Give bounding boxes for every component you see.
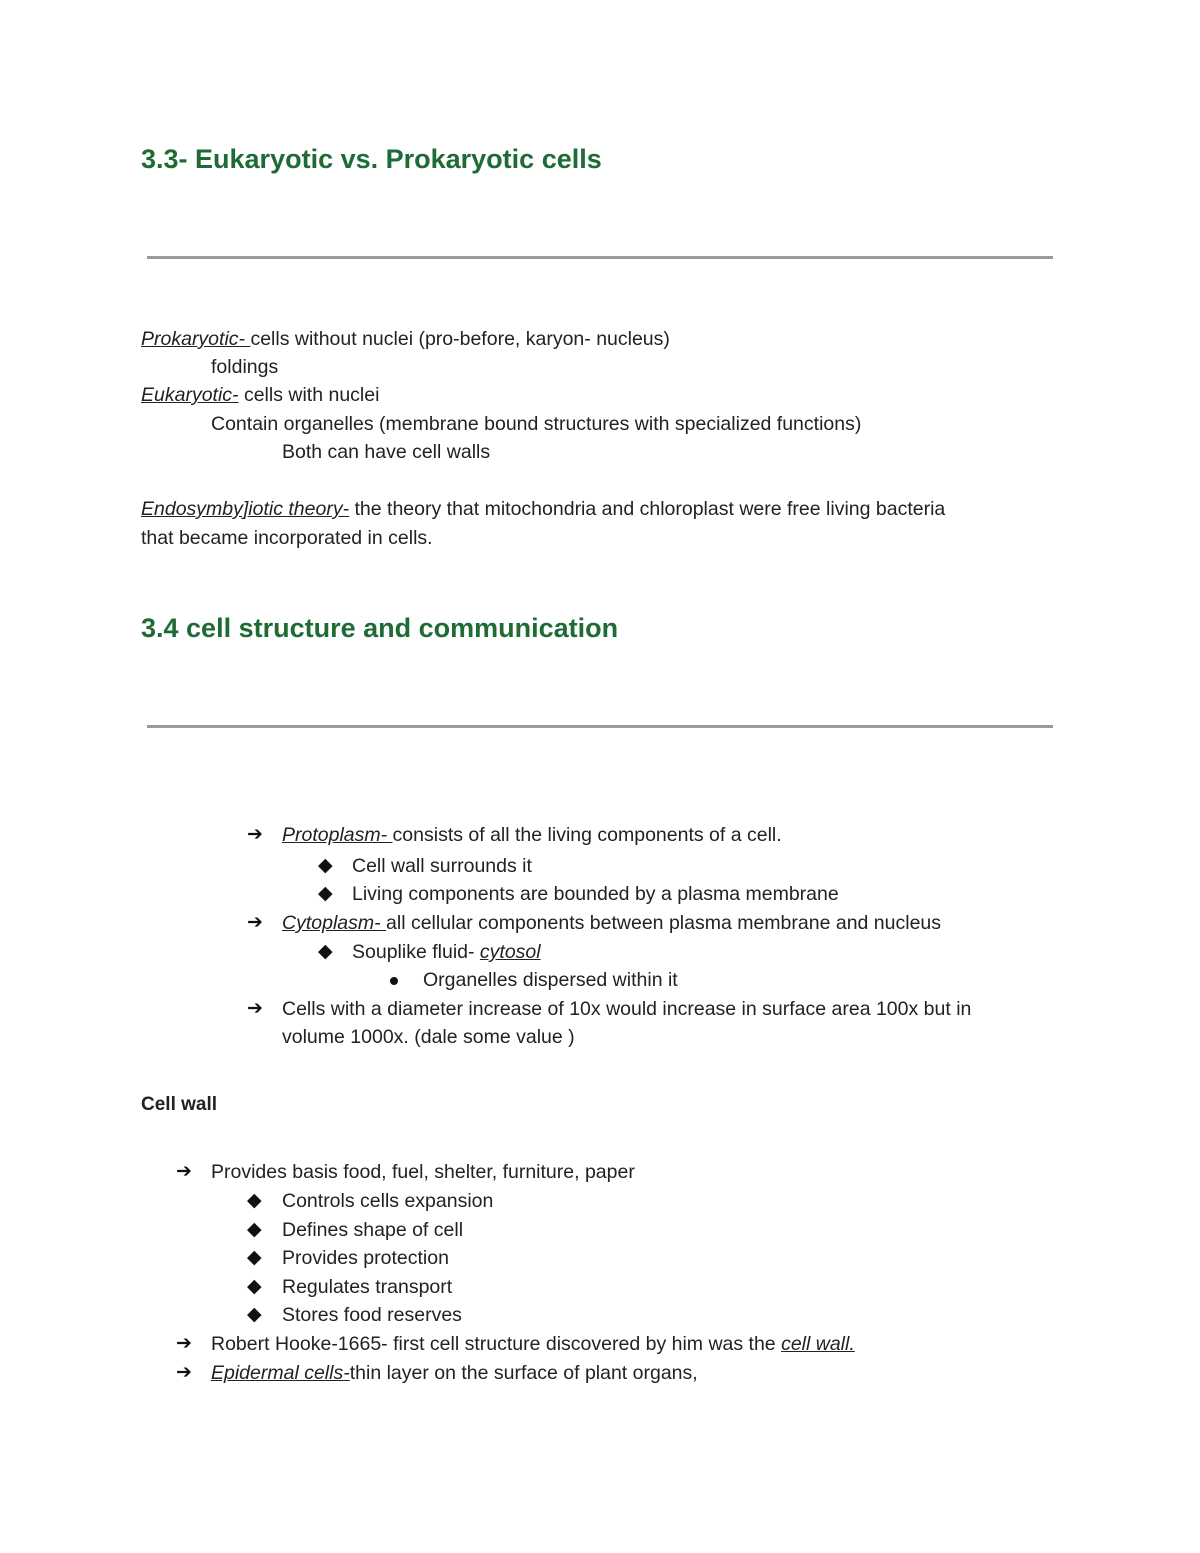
arrow-bullet-icon: ➔: [247, 912, 263, 933]
cell-walls-text: Both can have cell walls: [282, 441, 491, 463]
diameter-line-2: volume 1000x. (dale some value ): [282, 1026, 575, 1048]
endosymbiotic-term: Endosymby]iotic theory-: [141, 498, 350, 520]
endosymbiotic-line-1: [141, 495, 945, 523]
hooke-term: cell wall.: [781, 1333, 855, 1355]
protoplasm-term: Protoplasm-: [282, 824, 393, 846]
diameter-line-1: Cells with a diameter increase of 10x would increase in surface area 100x but in: [282, 998, 972, 1020]
organelles-dispersed-text: Organelles dispersed within it: [423, 969, 678, 991]
section-heading-3-4: 3.4 cell structure and communication: [141, 613, 619, 643]
cytoplasm-definition: all cellular components between plasma membrane and nucleus: [386, 912, 942, 934]
prokaryotic-definition: cells without nuclei (pro-before, karyon- nucleus): [250, 328, 670, 350]
cell-wall-sub-item: Defines shape of cell: [282, 1219, 464, 1241]
epidermal-term: Epidermal cells-: [211, 1362, 350, 1384]
eukaryotic-definition: cells with nuclei: [238, 384, 380, 406]
arrow-bullet-icon: ➔: [247, 824, 263, 845]
epidermal-line: [211, 1359, 698, 1387]
hooke-text: Robert Hooke-1665- first cell structure discovered by him was the: [211, 1333, 782, 1355]
cytosol-term: cytosol: [479, 941, 541, 963]
diamond-bullet-icon: ◆: [247, 1304, 262, 1325]
cell-wall-sub-item: Controls cells expansion: [282, 1190, 494, 1212]
endosymbiotic-line-2: that became incorporated in cells.: [141, 527, 433, 549]
cytosol-line: [352, 938, 541, 966]
prokaryotic-term: Prokaryotic-: [141, 328, 251, 350]
diamond-bullet-icon: ◆: [247, 1219, 262, 1240]
circle-bullet-icon: [390, 977, 398, 985]
cytoplasm-term: Cytoplasm-: [282, 912, 387, 934]
arrow-bullet-icon: ➔: [176, 1362, 192, 1383]
section-heading-3-3: 3.3- Eukaryotic vs. Prokaryotic cells: [141, 144, 602, 174]
provides-text: Provides basis food, fuel, shelter, furniture, paper: [211, 1161, 635, 1183]
epidermal-definition: thin layer on the surface of plant organs,: [349, 1362, 698, 1384]
diamond-bullet-icon: ◆: [318, 883, 333, 904]
endosymbiotic-definition: the theory that mitochondria and chloroplast were free living bacteria: [349, 498, 946, 520]
protoplasm-sub-1: Cell wall surrounds it: [352, 855, 532, 877]
cell-wall-sub-item: Provides protection: [282, 1247, 449, 1269]
eukaryotic-line: [141, 381, 379, 409]
organelles-text: Contain organelles (membrane bound structures with specialized functions): [211, 413, 862, 435]
diamond-bullet-icon: ◆: [318, 941, 333, 962]
hooke-line: [211, 1330, 855, 1358]
arrow-bullet-icon: ➔: [176, 1333, 192, 1354]
foldings-text: foldings: [211, 356, 279, 378]
cytoplasm-line: [282, 909, 941, 937]
eukaryotic-term: Eukaryotic-: [141, 384, 239, 406]
prokaryotic-line: [141, 325, 670, 353]
cell-wall-sub-item: Regulates transport: [282, 1276, 453, 1298]
diamond-bullet-icon: ◆: [318, 855, 333, 876]
diamond-bullet-icon: ◆: [247, 1276, 262, 1297]
protoplasm-definition: consists of all the living components of a cell.: [392, 824, 782, 846]
arrow-bullet-icon: ➔: [176, 1161, 192, 1182]
cell-wall-heading: Cell wall: [141, 1094, 218, 1115]
diamond-bullet-icon: ◆: [247, 1247, 262, 1268]
protoplasm-sub-2: Living components are bounded by a plasma membrane: [352, 883, 839, 905]
diamond-bullet-icon: ◆: [247, 1190, 262, 1211]
arrow-bullet-icon: ➔: [247, 998, 263, 1019]
cell-wall-sub-item: Stores food reserves: [282, 1304, 462, 1326]
cytosol-prefix: Souplike fluid-: [352, 941, 480, 963]
horizontal-rule: [147, 256, 1053, 259]
horizontal-rule: [147, 725, 1053, 728]
protoplasm-line: [282, 821, 782, 849]
